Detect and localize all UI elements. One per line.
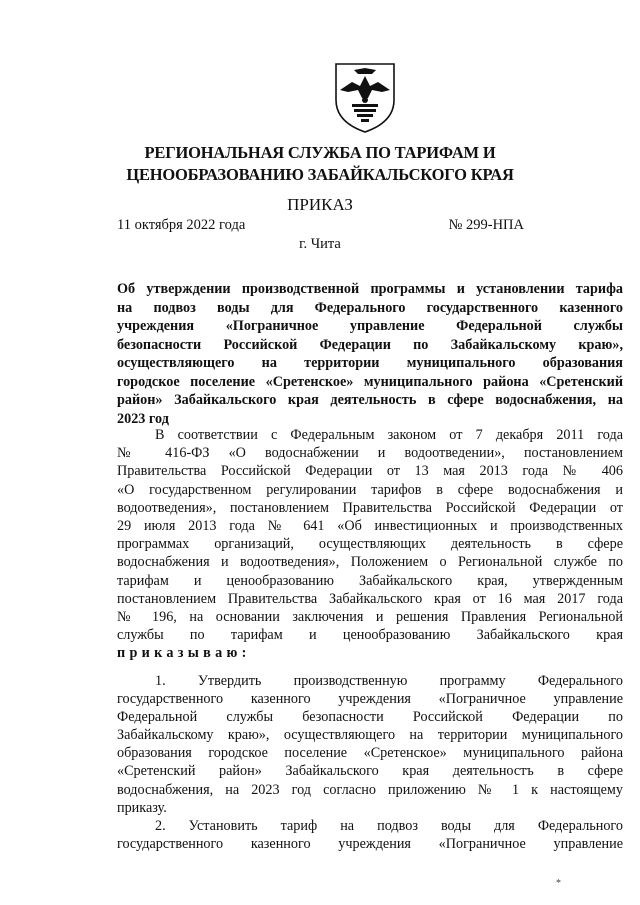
subject-line: осуществляющего на территории муниципального образования [117,355,623,371]
subject-line: городское поселение «Сретенское» муниципального района «Сретенский [117,373,623,390]
preamble-line: тарифам и ценообразованию Забайкальского края, утвержденным [117,572,623,589]
preamble-line: В соответствии с Федеральным законом от 7 декабря 2011 года [155,427,623,443]
item-1-line: 1. Утвердить производственную программу Федерального [155,673,623,689]
order-title: ПРИКАЗ [287,195,353,214]
preamble-line: водоотведения», постановлением Правительства Российской Федерации от [117,499,623,516]
subject-line: 2023 год [117,410,169,427]
item-1-line: приказу. [117,799,167,816]
preamble-line: «О государственном регулировании тарифов в сфере водоснабжения и [117,481,623,498]
order-number: № 299-НПА [448,217,524,233]
preamble-line: службы по тарифам и ценообразованию Забайкальского края [117,627,623,644]
item-2-line: государственного казенного учреждения «Пограничное управление [117,835,623,852]
preamble-line: постановлением Правительства Забайкальского края от 16 мая 2017 года [117,590,623,607]
organization-title-line-2: ЦЕНООБРАЗОВАНИЮ ЗАБАЙКАЛЬСКОГО КРАЯ [126,165,514,184]
item-1-line: образования городское поселение «Сретенское» муниципального района [117,745,623,762]
coat-of-arms-emblem [332,60,398,136]
preamble-line: 29 июля 2013 года № 641 «Об инвестиционных и производственных [117,518,623,535]
preamble-line: № 196, на основании заключения и решения Правления Региональной [117,609,623,626]
page-footer-mark: * [556,878,561,889]
subject-line: безопасности Российской Федерации по Забайкальскому краю», [117,336,623,353]
order-date: 11 октября 2022 года [117,217,246,233]
item-1-line: Забайкальскому краю», осуществляющего на территории муниципального [117,727,623,744]
organization-title-line-1: РЕГИОНАЛЬНАЯ СЛУЖБА ПО ТАРИФАМ И [144,143,496,162]
subject-line: район» Забайкальского края деятельность в сфере водоснабжения, на [117,392,623,408]
subject-line: на подвоз воды для Федерального государственного казенного [117,299,623,316]
preamble-paragraph [117,426,623,663]
preamble-line: № 416-ФЗ «О водоснабжении и водоотведении», постановлением [117,445,623,462]
item-1-line: Федеральной службы безопасности Российской Федерации по [117,709,623,726]
item-1-line: водоснабжения, на 2023 год согласно приложению № 1 к настоящему [117,781,623,798]
preamble-line: Правительства Российской Федерации от 13 мая 2013 года № 406 [117,463,623,480]
item-1-line: государственного казенного учреждения «Пограничное управление [117,691,623,708]
preamble-line: программах организаций, осуществляющих деятельность в сфере [117,536,623,553]
item-1-line: «Сретенский район» Забайкальского края деятельностъ в сфере [117,763,623,780]
subject-line: учреждения «Пограничное управление Федеральной службы [117,318,623,334]
decree-word: приказываю: [117,645,251,662]
order-items [117,672,623,853]
order-subject [117,280,623,428]
order-city: г. Чита [299,236,341,252]
organization-title [100,142,540,186]
preamble-line: водоснабжения и водоотведения», Положением о Региональной службе по [117,554,623,571]
subject-line: Об утверждении производственной программы и установлении тарифа [117,281,623,297]
item-2-line: 2. Установить тариф на подвоз воды для Федерального [155,817,623,834]
